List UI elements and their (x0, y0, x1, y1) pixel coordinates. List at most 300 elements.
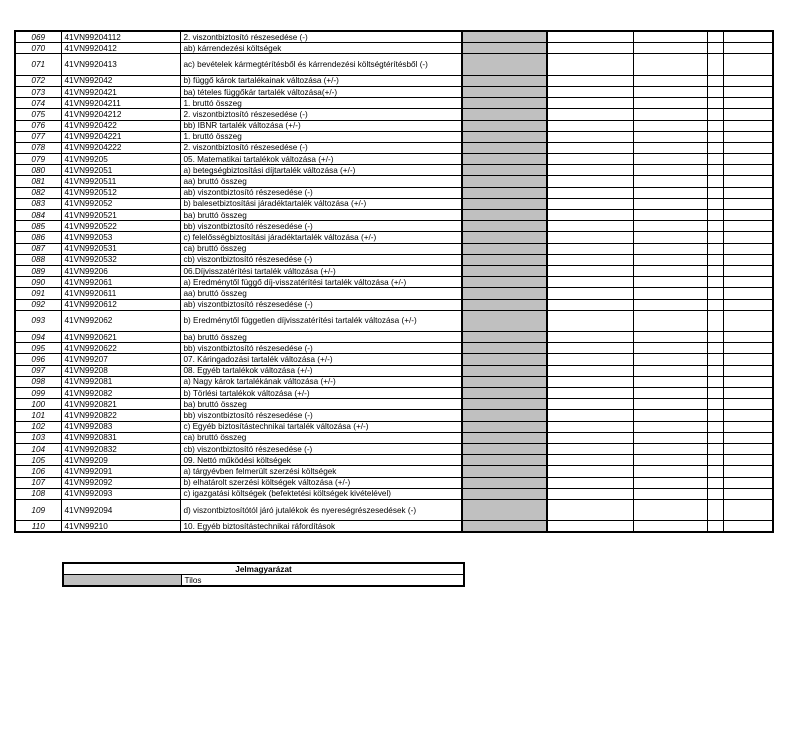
value-cell (633, 288, 707, 299)
value-cell (723, 499, 773, 520)
row-description: bb) viszontbiztosító részesedése (-) (180, 410, 462, 421)
row-number: 071 (15, 54, 61, 75)
table-row (15, 388, 773, 399)
value-cell (633, 410, 707, 421)
value-cell (707, 443, 723, 454)
table-row (15, 176, 773, 187)
row-number: 081 (15, 176, 61, 187)
value-cell (547, 365, 633, 376)
value-cell (723, 165, 773, 176)
value-cell (707, 31, 723, 43)
value-cell (547, 142, 633, 153)
forbidden-cell (462, 354, 547, 365)
row-number: 078 (15, 142, 61, 153)
value-cell (707, 288, 723, 299)
value-cell (723, 343, 773, 354)
value-cell (707, 232, 723, 243)
value-cell (547, 310, 633, 331)
table-row (15, 443, 773, 454)
row-number: 094 (15, 332, 61, 343)
value-cell (707, 109, 723, 120)
value-cell (723, 265, 773, 276)
value-cell (633, 254, 707, 265)
table-row (15, 142, 773, 153)
row-description: c) Egyéb biztosítástechnikai tartalék változása (+/-) (180, 421, 462, 432)
value-cell (547, 277, 633, 288)
forbidden-cell (462, 521, 547, 533)
row-code: 41VN992091 (61, 466, 180, 477)
value-cell (633, 521, 707, 533)
value-cell (547, 198, 633, 209)
row-number: 101 (15, 410, 61, 421)
row-description: bb) IBNR tartalék változása (+/-) (180, 120, 462, 131)
legend-table (62, 562, 465, 587)
table-row (15, 210, 773, 221)
value-cell (547, 499, 633, 520)
forbidden-cell (462, 388, 547, 399)
row-code: 41VN9920832 (61, 443, 180, 454)
value-cell (547, 75, 633, 86)
row-description: 08. Egyéb tartalékok változása (+/-) (180, 365, 462, 376)
value-cell (723, 376, 773, 387)
row-number: 098 (15, 376, 61, 387)
value-cell (723, 354, 773, 365)
row-code: 41VN99204212 (61, 109, 180, 120)
value-cell (633, 310, 707, 331)
row-code: 41VN99210 (61, 521, 180, 533)
value-cell (723, 142, 773, 153)
row-description: ab) viszontbiztosító részesedése (-) (180, 187, 462, 198)
value-cell (547, 43, 633, 54)
row-number: 077 (15, 131, 61, 142)
row-number: 079 (15, 154, 61, 165)
value-cell (723, 109, 773, 120)
value-cell (633, 277, 707, 288)
value-cell (633, 54, 707, 75)
forbidden-cell (462, 432, 547, 443)
legend-label-forbidden: Tilos (181, 575, 464, 587)
table-row (15, 410, 773, 421)
value-cell (547, 54, 633, 75)
row-description: 2. viszontbiztosító részesedése (-) (180, 142, 462, 153)
value-cell (633, 499, 707, 520)
value-cell (547, 521, 633, 533)
value-cell (633, 488, 707, 499)
row-number: 080 (15, 165, 61, 176)
row-description: b) Eredménytől független díjvisszatérítési tartalék változása (+/-) (180, 310, 462, 331)
value-cell (707, 354, 723, 365)
row-number: 089 (15, 265, 61, 276)
value-cell (547, 410, 633, 421)
row-code: 41VN99208 (61, 365, 180, 376)
table-row (15, 455, 773, 466)
value-cell (723, 120, 773, 131)
row-code: 41VN99204222 (61, 142, 180, 153)
value-cell (707, 477, 723, 488)
table-row (15, 75, 773, 86)
table-row (15, 165, 773, 176)
value-cell (633, 388, 707, 399)
value-cell (723, 31, 773, 43)
value-cell (723, 54, 773, 75)
row-code: 41VN992052 (61, 198, 180, 209)
row-number: 072 (15, 75, 61, 86)
row-code: 41VN992042 (61, 75, 180, 86)
row-number: 096 (15, 354, 61, 365)
row-number: 109 (15, 499, 61, 520)
forbidden-cell (462, 176, 547, 187)
value-cell (723, 399, 773, 410)
forbidden-cell (462, 131, 547, 142)
row-code: 41VN99204221 (61, 131, 180, 142)
value-cell (707, 499, 723, 520)
table-row (15, 288, 773, 299)
row-code: 41VN9920831 (61, 432, 180, 443)
value-cell (547, 243, 633, 254)
row-code: 41VN992094 (61, 499, 180, 520)
value-cell (723, 421, 773, 432)
value-cell (547, 120, 633, 131)
value-cell (633, 131, 707, 142)
row-description: bb) viszontbiztosító részesedése (-) (180, 221, 462, 232)
value-cell (723, 254, 773, 265)
row-code: 41VN9920511 (61, 176, 180, 187)
row-description: ba) bruttó összeg (180, 210, 462, 221)
value-cell (547, 466, 633, 477)
value-cell (723, 43, 773, 54)
row-number: 103 (15, 432, 61, 443)
value-cell (547, 265, 633, 276)
row-code: 41VN992093 (61, 488, 180, 499)
table-row (15, 154, 773, 165)
table-row (15, 399, 773, 410)
row-description: a) Eredménytől függő díj-visszatérítési tartalék változása (+/-) (180, 277, 462, 288)
value-cell (547, 332, 633, 343)
value-cell (723, 432, 773, 443)
value-cell (723, 299, 773, 310)
value-cell (633, 154, 707, 165)
row-number: 107 (15, 477, 61, 488)
value-cell (547, 165, 633, 176)
forbidden-cell (462, 98, 547, 109)
forbidden-cell (462, 75, 547, 86)
value-cell (633, 165, 707, 176)
table-row (15, 332, 773, 343)
value-cell (707, 376, 723, 387)
legend-swatch-forbidden (63, 575, 181, 587)
value-cell (723, 277, 773, 288)
value-cell (633, 221, 707, 232)
row-number: 087 (15, 243, 61, 254)
value-cell (707, 120, 723, 131)
row-code: 41VN9920531 (61, 243, 180, 254)
row-code: 41VN9920413 (61, 54, 180, 75)
row-description: ac) bevételek kármegtérítésből és kárrendezési költségtérítésből (-) (180, 54, 462, 75)
forbidden-cell (462, 376, 547, 387)
value-cell (547, 254, 633, 265)
row-number: 093 (15, 310, 61, 331)
table-row (15, 343, 773, 354)
value-cell (723, 288, 773, 299)
value-cell (707, 265, 723, 276)
forbidden-cell (462, 299, 547, 310)
row-description: ab) kárrendezési költségek (180, 43, 462, 54)
value-cell (723, 131, 773, 142)
value-cell (707, 210, 723, 221)
row-description: 05. Matematikai tartalékok változása (+/-) (180, 154, 462, 165)
row-description: 2. viszontbiztosító részesedése (-) (180, 109, 462, 120)
forbidden-cell (462, 277, 547, 288)
value-cell (723, 243, 773, 254)
value-cell (633, 109, 707, 120)
value-cell (707, 421, 723, 432)
value-cell (547, 354, 633, 365)
forbidden-cell (462, 31, 547, 43)
row-number: 108 (15, 488, 61, 499)
row-number: 088 (15, 254, 61, 265)
row-description: 07. Káringadozási tartalék változása (+/-) (180, 354, 462, 365)
value-cell (723, 154, 773, 165)
row-description: cb) viszontbiztosító részesedése (-) (180, 443, 462, 454)
value-cell (723, 98, 773, 109)
row-description: d) viszontbiztosítótól járó jutalékok és nyereségrészesedések (-) (180, 499, 462, 520)
value-cell (547, 432, 633, 443)
row-number: 102 (15, 421, 61, 432)
row-number: 076 (15, 120, 61, 131)
row-description: cb) viszontbiztosító részesedése (-) (180, 254, 462, 265)
value-cell (707, 154, 723, 165)
value-cell (707, 277, 723, 288)
value-cell (707, 54, 723, 75)
row-description: ba) tételes függőkár tartalék változása(+/-) (180, 86, 462, 97)
row-description: ab) viszontbiztosító részesedése (-) (180, 299, 462, 310)
row-code: 41VN9920821 (61, 399, 180, 410)
value-cell (633, 332, 707, 343)
value-cell (723, 210, 773, 221)
row-description: b) balesetbiztosítási járadéktartalék változása (+/-) (180, 198, 462, 209)
forbidden-cell (462, 499, 547, 520)
row-code: 41VN9920512 (61, 187, 180, 198)
value-cell (707, 310, 723, 331)
row-code: 41VN9920612 (61, 299, 180, 310)
row-code: 41VN9920621 (61, 332, 180, 343)
row-code: 41VN9920611 (61, 288, 180, 299)
value-cell (723, 176, 773, 187)
table-row (15, 109, 773, 120)
forbidden-cell (462, 421, 547, 432)
row-description: 1. bruttó összeg (180, 131, 462, 142)
forbidden-cell (462, 466, 547, 477)
row-description: ca) bruttó összeg (180, 243, 462, 254)
value-cell (707, 299, 723, 310)
row-number: 092 (15, 299, 61, 310)
row-number: 104 (15, 443, 61, 454)
value-cell (707, 365, 723, 376)
value-cell (547, 131, 633, 142)
value-cell (547, 154, 633, 165)
value-cell (547, 288, 633, 299)
forbidden-cell (462, 455, 547, 466)
row-code: 41VN992062 (61, 310, 180, 331)
row-number: 086 (15, 232, 61, 243)
value-cell (547, 31, 633, 43)
row-code: 41VN99204112 (61, 31, 180, 43)
row-code: 41VN992061 (61, 277, 180, 288)
value-cell (707, 466, 723, 477)
row-number: 105 (15, 455, 61, 466)
row-code: 41VN992053 (61, 232, 180, 243)
value-cell (707, 198, 723, 209)
value-cell (723, 477, 773, 488)
forbidden-cell (462, 365, 547, 376)
table-row (15, 488, 773, 499)
value-cell (723, 410, 773, 421)
forbidden-cell (462, 198, 547, 209)
value-cell (707, 142, 723, 153)
value-cell (707, 187, 723, 198)
table-row (15, 98, 773, 109)
value-cell (547, 443, 633, 454)
value-cell (633, 477, 707, 488)
table-row (15, 277, 773, 288)
value-cell (633, 443, 707, 454)
table-row (15, 477, 773, 488)
value-cell (547, 299, 633, 310)
row-code: 41VN9920522 (61, 221, 180, 232)
row-description: 10. Egyéb biztosítástechnikai ráfordítások (180, 521, 462, 533)
value-cell (707, 343, 723, 354)
forbidden-cell (462, 310, 547, 331)
row-description: ba) bruttó összeg (180, 399, 462, 410)
value-cell (633, 243, 707, 254)
row-number: 097 (15, 365, 61, 376)
value-cell (723, 443, 773, 454)
value-cell (707, 176, 723, 187)
value-cell (723, 232, 773, 243)
row-description: b) függő károk tartalékainak változása (+/-) (180, 75, 462, 86)
value-cell (633, 187, 707, 198)
value-cell (723, 455, 773, 466)
row-code: 41VN99205 (61, 154, 180, 165)
value-cell (723, 388, 773, 399)
row-description: aa) bruttó összeg (180, 176, 462, 187)
value-cell (633, 399, 707, 410)
value-cell (707, 254, 723, 265)
value-cell (547, 343, 633, 354)
value-cell (633, 376, 707, 387)
row-number: 099 (15, 388, 61, 399)
forbidden-cell (462, 410, 547, 421)
table-row (15, 198, 773, 209)
value-cell (707, 399, 723, 410)
row-number: 084 (15, 210, 61, 221)
row-number: 073 (15, 86, 61, 97)
forbidden-cell (462, 243, 547, 254)
table-row (15, 232, 773, 243)
table-row (15, 120, 773, 131)
value-cell (547, 232, 633, 243)
row-code: 41VN9920422 (61, 120, 180, 131)
forbidden-cell (462, 154, 547, 165)
forbidden-cell (462, 165, 547, 176)
row-description: 1. bruttó összeg (180, 98, 462, 109)
row-code: 41VN9920521 (61, 210, 180, 221)
row-number: 090 (15, 277, 61, 288)
value-cell (547, 477, 633, 488)
value-cell (633, 120, 707, 131)
row-number: 095 (15, 343, 61, 354)
value-cell (633, 210, 707, 221)
value-cell (723, 310, 773, 331)
value-cell (707, 432, 723, 443)
table-row (15, 131, 773, 142)
forbidden-cell (462, 488, 547, 499)
value-cell (633, 31, 707, 43)
value-cell (547, 187, 633, 198)
row-code: 41VN992051 (61, 165, 180, 176)
forbidden-cell (462, 254, 547, 265)
value-cell (633, 455, 707, 466)
forbidden-cell (462, 86, 547, 97)
row-description: a) tárgyévben felmerült szerzési költségek (180, 466, 462, 477)
value-cell (633, 343, 707, 354)
value-cell (707, 131, 723, 142)
table-row (15, 299, 773, 310)
value-cell (707, 98, 723, 109)
table-row (15, 466, 773, 477)
forbidden-cell (462, 343, 547, 354)
value-cell (707, 86, 723, 97)
table-row (15, 86, 773, 97)
value-cell (633, 75, 707, 86)
value-cell (707, 165, 723, 176)
value-cell (707, 332, 723, 343)
table-row (15, 43, 773, 54)
value-cell (723, 488, 773, 499)
value-cell (547, 210, 633, 221)
row-code: 41VN99207 (61, 354, 180, 365)
row-number: 110 (15, 521, 61, 533)
value-cell (723, 521, 773, 533)
value-cell (707, 410, 723, 421)
value-cell (547, 98, 633, 109)
data-table (14, 30, 774, 533)
value-cell (633, 198, 707, 209)
value-cell (707, 243, 723, 254)
value-cell (633, 265, 707, 276)
value-cell (707, 388, 723, 399)
row-description: aa) bruttó összeg (180, 288, 462, 299)
forbidden-cell (462, 399, 547, 410)
row-description: bb) viszontbiztosító részesedése (-) (180, 343, 462, 354)
row-code: 41VN9920822 (61, 410, 180, 421)
table-row (15, 421, 773, 432)
table-row (15, 254, 773, 265)
row-description: 2. viszontbiztosító részesedése (-) (180, 31, 462, 43)
row-number: 074 (15, 98, 61, 109)
forbidden-cell (462, 210, 547, 221)
value-cell (633, 86, 707, 97)
value-cell (707, 455, 723, 466)
forbidden-cell (462, 142, 547, 153)
value-cell (547, 221, 633, 232)
value-cell (707, 75, 723, 86)
value-cell (633, 176, 707, 187)
row-code: 41VN9920622 (61, 343, 180, 354)
row-description: ba) bruttó összeg (180, 332, 462, 343)
row-description: a) Nagy károk tartalékának változása (+/-) (180, 376, 462, 387)
value-cell (633, 365, 707, 376)
